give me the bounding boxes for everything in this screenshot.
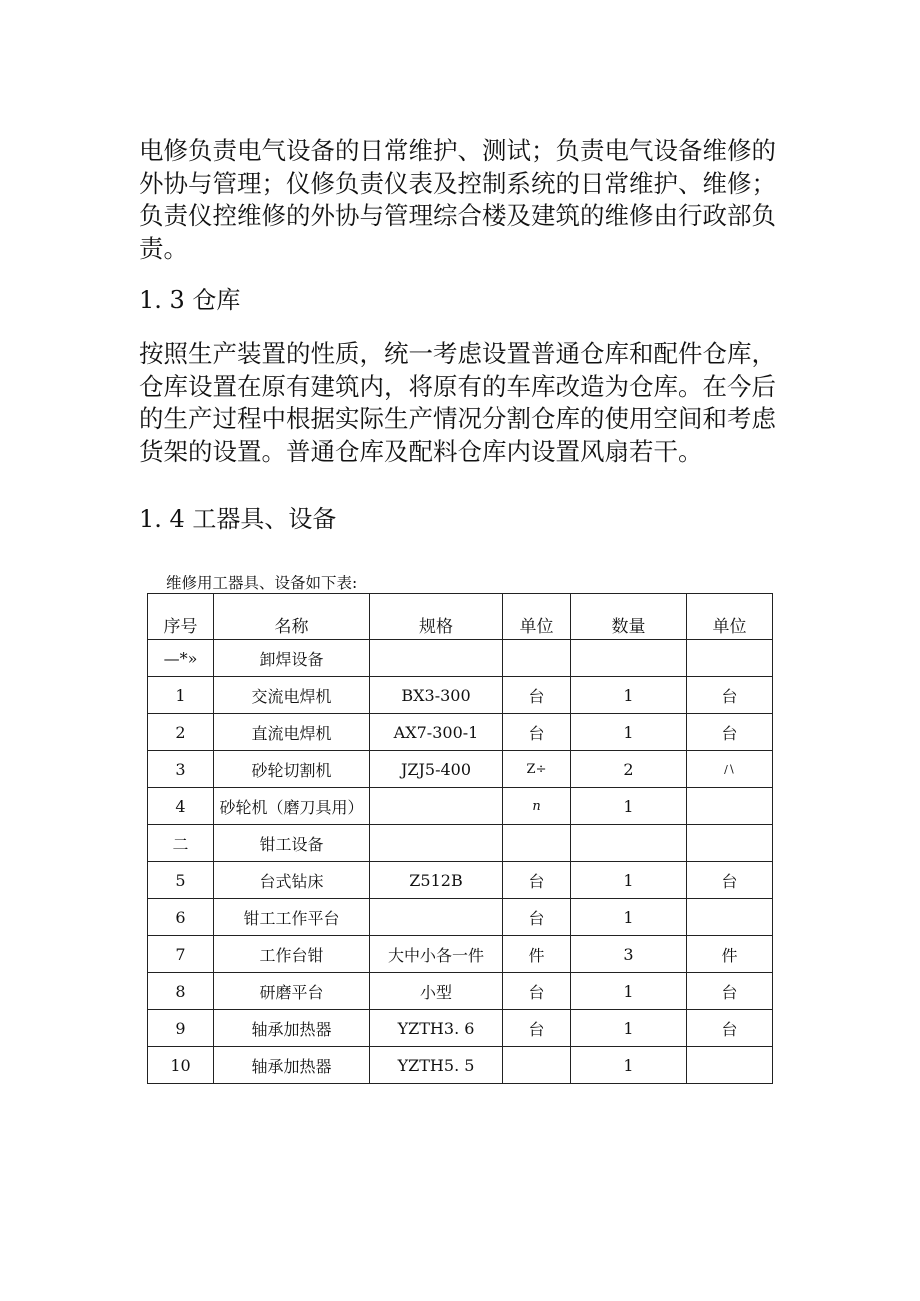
table-row: [148, 640, 773, 677]
cell-unit-2: 台: [687, 1010, 773, 1047]
table-row: [148, 714, 773, 751]
cell-unit: 台: [503, 973, 571, 1010]
cell-index: 10: [148, 1047, 214, 1084]
table-row: [148, 1047, 773, 1084]
section-heading-tools: 1. 4 工器具、设备: [139, 505, 337, 533]
cell-unit: 台: [503, 1010, 571, 1047]
cell-name: 轴承加热器: [214, 1047, 370, 1084]
cell-index: 4: [148, 788, 214, 825]
cell-name: 砂轮机（磨刀具用）: [214, 788, 370, 825]
cell-unit-2: 台: [687, 714, 773, 751]
cell-unit: 件: [503, 936, 571, 973]
paragraph-line: 外协与管理；仪修负责仪表及控制系统的日常维护、维修；: [139, 168, 776, 198]
paragraph-line: 仓库设置在原有建筑内，将原有的车库改造为仓库。在今后: [139, 371, 776, 401]
cell-spec: BX3-300: [370, 677, 503, 714]
cell-spec: [370, 640, 503, 677]
cell-spec: Z512B: [370, 862, 503, 899]
table-row: [148, 936, 773, 973]
cell-unit: 台: [503, 677, 571, 714]
cell-unit-2: 台: [687, 862, 773, 899]
cell-name: 研磨平台: [214, 973, 370, 1010]
cell-quantity: 1: [571, 714, 687, 751]
table-row: [148, 862, 773, 899]
table-row: [148, 788, 773, 825]
cell-spec: [370, 788, 503, 825]
cell-index: 9: [148, 1010, 214, 1047]
cell-quantity: 1: [571, 788, 687, 825]
table-row: [148, 825, 773, 862]
cell-spec: 小型: [370, 973, 503, 1010]
header-unit-2: 单位: [687, 594, 773, 640]
header-index: 序号: [148, 594, 214, 640]
cell-spec: [370, 899, 503, 936]
table-row: [148, 973, 773, 1010]
cell-unit: [503, 1047, 571, 1084]
cell-name: 砂轮切割机: [214, 751, 370, 788]
cell-quantity: 1: [571, 1047, 687, 1084]
cell-unit: 台: [503, 714, 571, 751]
cell-spec: [370, 825, 503, 862]
cell-quantity: 2: [571, 751, 687, 788]
cell-unit: 台: [503, 862, 571, 899]
cell-index: —*»: [148, 640, 214, 677]
paragraph-line: 的生产过程中根据实际生产情况分割仓库的使用空间和考虑: [139, 404, 776, 433]
table-row: [148, 751, 773, 788]
cell-index: 6: [148, 899, 214, 936]
cell-index: 8: [148, 973, 214, 1010]
cell-quantity: 1: [571, 862, 687, 899]
cell-unit-2: [687, 899, 773, 936]
cell-unit-2: ∕∖: [687, 751, 773, 788]
cell-name: 钳工设备: [214, 825, 370, 862]
cell-unit-2: [687, 788, 773, 825]
cell-index: 二: [148, 825, 214, 862]
cell-unit: Z÷: [503, 751, 571, 788]
cell-index: 5: [148, 862, 214, 899]
header-name: 名称: [214, 594, 370, 640]
cell-name: 钳工工作平台: [214, 899, 370, 936]
equipment-table: [147, 593, 773, 1084]
paragraph-line: 电修负责电气设备的日常维护、测试；负责电气设备维修的: [139, 136, 776, 165]
cell-index: 1: [148, 677, 214, 714]
paragraph-maintenance: [139, 135, 789, 265]
cell-quantity: [571, 640, 687, 677]
cell-name: 台式钻床: [214, 862, 370, 899]
section-heading-warehouse: 1. 3 仓库: [139, 286, 241, 314]
table-caption: 维修用工器具、设备如下表:: [166, 574, 358, 592]
cell-unit: 台: [503, 899, 571, 936]
header-spec: 规格: [370, 594, 503, 640]
cell-unit-2: 台: [687, 973, 773, 1010]
paragraph-line: 按照生产装置的性质，统一考虑设置普通仓库和配件仓库，: [139, 339, 776, 368]
cell-spec: AX7-300-1: [370, 714, 503, 751]
paragraph-line: 责。: [139, 233, 188, 263]
cell-spec: 大中小各一件: [370, 936, 503, 973]
table-row: [148, 1010, 773, 1047]
paragraph-line: 货架的设置。普通仓库及配料仓库内设置风扇若干。: [139, 436, 703, 466]
paragraph-line: 负责仪控维修的外协与管理综合楼及建筑的维修由行政部负: [139, 201, 776, 230]
paragraph-warehouse: [139, 338, 789, 468]
cell-quantity: 1: [571, 1010, 687, 1047]
cell-quantity: [571, 825, 687, 862]
cell-quantity: 1: [571, 677, 687, 714]
cell-unit-2: 台: [687, 677, 773, 714]
cell-unit: [503, 640, 571, 677]
cell-name: 卸焊设备: [214, 640, 370, 677]
cell-quantity: 1: [571, 899, 687, 936]
cell-spec: JZJ5-400: [370, 751, 503, 788]
cell-unit: n: [503, 788, 571, 825]
header-unit: 单位: [503, 594, 571, 640]
cell-spec: YZTH3. 6: [370, 1010, 503, 1047]
cell-unit-2: [687, 640, 773, 677]
header-quantity: 数量: [571, 594, 687, 640]
cell-unit: [503, 825, 571, 862]
cell-name: 轴承加热器: [214, 1010, 370, 1047]
table-header-row: [148, 594, 773, 640]
cell-name: 交流电焊机: [214, 677, 370, 714]
cell-index: 2: [148, 714, 214, 751]
cell-name: 直流电焊机: [214, 714, 370, 751]
cell-spec: YZTH5. 5: [370, 1047, 503, 1084]
table-row: [148, 677, 773, 714]
cell-index: 7: [148, 936, 214, 973]
cell-unit-2: [687, 825, 773, 862]
cell-quantity: 1: [571, 973, 687, 1010]
cell-name: 工作台钳: [214, 936, 370, 973]
cell-unit-2: 件: [687, 936, 773, 973]
cell-index: 3: [148, 751, 214, 788]
cell-quantity: 3: [571, 936, 687, 973]
table-row: [148, 899, 773, 936]
cell-unit-2: [687, 1047, 773, 1084]
